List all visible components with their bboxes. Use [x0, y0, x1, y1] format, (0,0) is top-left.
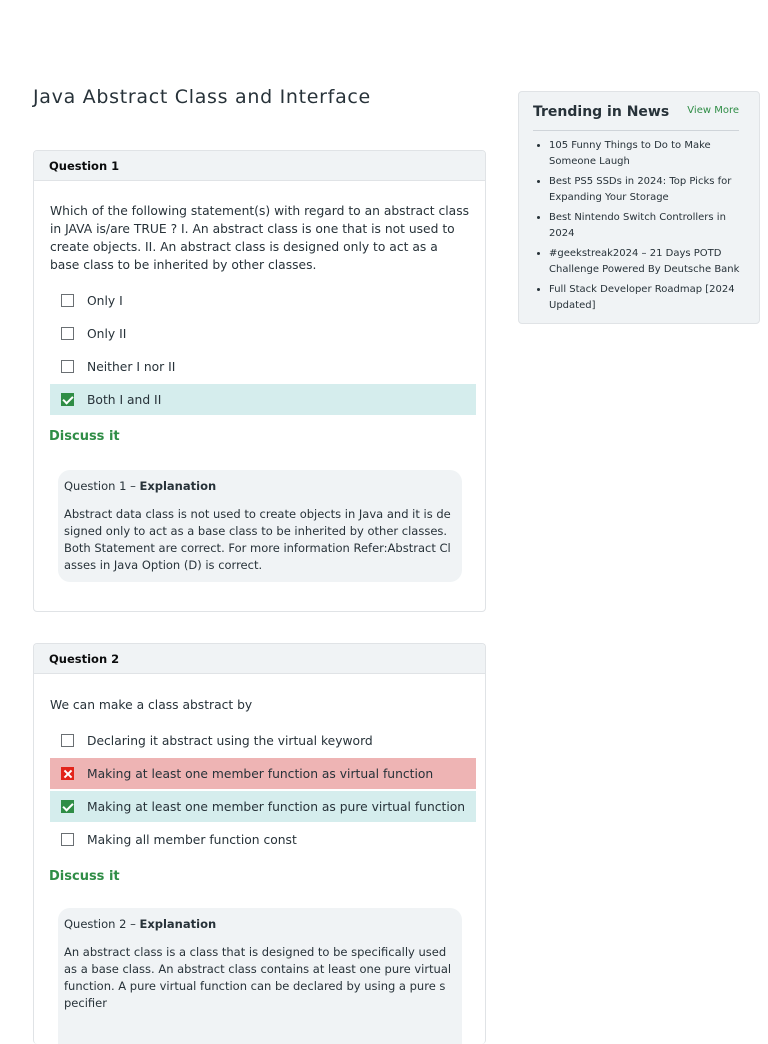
option-label: Declaring it abstract using the virtual keyword — [87, 733, 373, 748]
option-item[interactable] — [50, 351, 476, 382]
option-label: Making all member function const — [87, 832, 297, 847]
options-list — [50, 725, 476, 855]
news-item[interactable]: • Best PS5 SSDs in 2024: Top Picks for Expanding Your Storage — [549, 174, 747, 206]
question-header: Question 1 — [34, 151, 485, 181]
option-label: Neither I nor II — [87, 359, 176, 374]
checkbox-empty-icon[interactable] — [61, 294, 74, 307]
explanation-title — [64, 916, 452, 932]
explanation-title-bold: Explanation — [139, 479, 217, 493]
discuss-link[interactable]: Discuss it — [49, 869, 120, 884]
explanation-title-bold: Explanation — [139, 917, 217, 931]
checkbox-empty-icon[interactable] — [61, 833, 74, 846]
question-card — [33, 643, 486, 1044]
option-item[interactable] — [50, 725, 476, 756]
news-item[interactable]: • #geekstreak2024 – 21 Days POTD Challenge Powered By Deutsche Bank — [549, 246, 747, 278]
page-title: Java Abstract Class and Interface — [33, 86, 371, 108]
checkbox-empty-icon[interactable] — [61, 360, 74, 373]
question-text: Which of the following statement(s) with regard to an abstract class in JAVA is/are TRUE ? I. An abstract class is one that is not used to create objects. II. An abstract class is designed only to act as a base class to be inherited by other classes. — [50, 204, 470, 272]
option-item[interactable] — [50, 758, 476, 789]
option-label: Both I and II — [87, 392, 162, 407]
trending-news-panel — [518, 91, 760, 324]
explanation-title-prefix: Question 1 – — [64, 479, 140, 493]
news-list — [533, 138, 747, 318]
explanation-title — [64, 478, 452, 494]
checkbox-checked-icon[interactable] — [61, 393, 74, 406]
trending-news-header — [533, 102, 739, 131]
checkbox-cross-icon[interactable] — [61, 767, 74, 780]
explanation-body: An abstract class is a class that is designed to be specifically used as a base class. An abstract class contains at least one pure virtual function. A pure virtual function can be declared by using a pure specifier — [64, 945, 452, 1010]
option-label: Only II — [87, 326, 127, 341]
view-more-link[interactable]: View More — [687, 105, 739, 116]
news-item[interactable]: • 105 Funny Things to Do to Make Someone Laugh — [549, 138, 747, 170]
discuss-link[interactable]: Discuss it — [49, 429, 120, 444]
option-item[interactable] — [50, 318, 476, 349]
explanation-box — [58, 470, 462, 582]
news-item[interactable]: • Best Nintendo Switch Controllers in 2024 — [549, 210, 747, 242]
option-label: Making at least one member function as pure virtual function — [87, 799, 466, 814]
explanation-body: Abstract data class is not used to create objects in Java and it is designed only to act as a base class to be inherited by other classes. Both Statement are correct. For more information Refer:Abstract Classes in Java Option (D) is correct. — [64, 507, 451, 572]
trending-news-title: Trending in News — [533, 104, 670, 120]
checkbox-empty-icon[interactable] — [61, 327, 74, 340]
option-label: Making at least one member function as virtual function — [87, 766, 434, 781]
option-item[interactable] — [50, 384, 476, 415]
options-list — [50, 285, 476, 415]
question-text: We can make a class abstract by — [50, 698, 253, 712]
checkbox-checked-icon[interactable] — [61, 800, 74, 813]
explanation-title-prefix: Question 2 – — [64, 917, 140, 931]
news-item[interactable]: • Full Stack Developer Roadmap [2024 Updated] — [549, 282, 747, 314]
question-header: Question 2 — [34, 644, 485, 674]
checkbox-empty-icon[interactable] — [61, 734, 74, 747]
option-item[interactable] — [50, 285, 476, 316]
option-item[interactable] — [50, 824, 476, 855]
option-label: Only I — [87, 293, 123, 308]
option-item[interactable] — [50, 791, 476, 822]
question-card — [33, 150, 486, 612]
